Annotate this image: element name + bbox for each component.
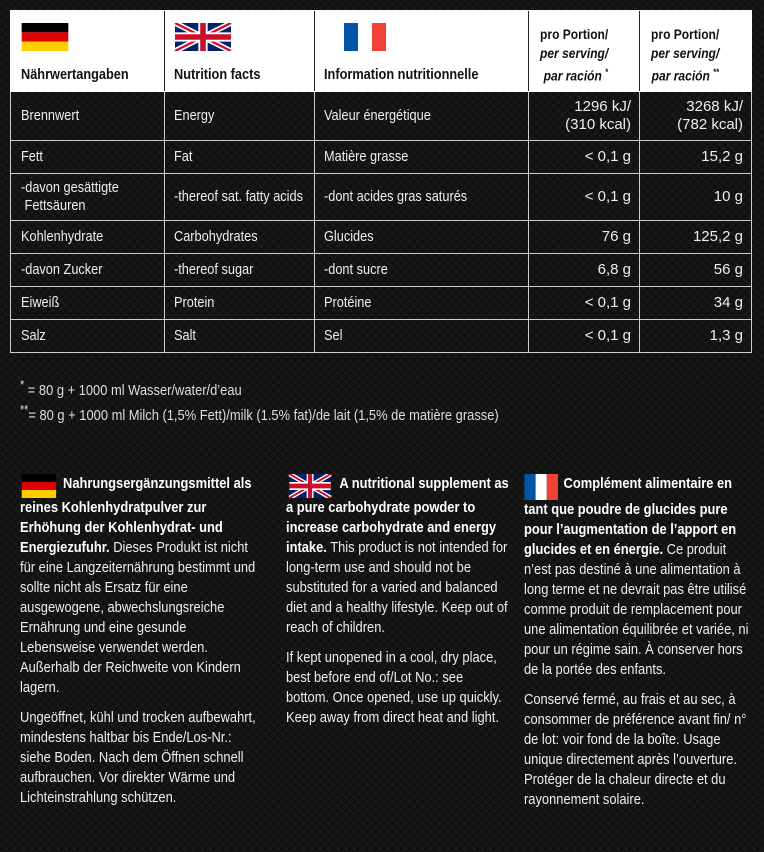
table-row [10, 221, 752, 254]
uk-flag-icon [174, 23, 232, 51]
row-fr: Protéine [324, 294, 372, 311]
serving-2-line-3: par ración [651, 67, 710, 84]
table-row [10, 174, 752, 221]
row-value-1: 6,8 g [597, 261, 631, 278]
description-en-body-2: If kept unopened in a cool, dry place, best before end of/Lot No.: see bottom. Once opened, use up quickly. Keep away from direct heat and light. [286, 649, 502, 726]
row-de: Eiweiß [21, 294, 60, 311]
row-fr: -dont acides gras saturés [324, 188, 468, 205]
german-flag-icon [21, 23, 69, 51]
row-value-2: 125,2 g [692, 228, 743, 245]
description-fr [524, 474, 764, 820]
description-fr-body-2: Conservé fermé, au frais et au sec, à consommer de préférence avant fin/ n° de lot: voir fond de la boîte. Usage unique directement après l’ouverture. Protéger de la chaleur directe et du rayonnement solaire. [524, 691, 747, 808]
description-en-heading: A nutritional supplement as a pure carbohydrate powder to increase carbohydrate and energy intake. [286, 475, 509, 556]
row-de: Salz [21, 327, 46, 344]
description-de [20, 474, 300, 818]
serving-1-mark: * [605, 67, 609, 77]
row-en: Fat [174, 148, 193, 165]
row-fr: Valeur énergétique [324, 107, 431, 124]
uk-flag-icon [286, 474, 334, 498]
description-de-body-2: Ungeöffnet, kühl und trocken aufbewahrt, mindestens haltbar bis Ende/Los-Nr.: siehe Boden. Nach dem Öffnen schnell aufbrauchen. Vor direkter Wärme und Lichteinstrahlung schützen. [20, 709, 256, 806]
row-de: -davon gesättigte Fettsäuren [21, 179, 119, 214]
row-en: Protein [174, 294, 215, 311]
table-row [10, 320, 752, 353]
serving-2-line-1: pro Portion/ [651, 26, 720, 42]
row-en: Energy [174, 107, 215, 124]
french-flag-icon [342, 23, 388, 51]
footnote-2: **= 80 g + 1000 ml Milch (1,5% Fett)/milk (1.5% fat)/de lait (1,5% de matière grasse) [20, 403, 499, 424]
row-en: -thereof sat. fatty acids [174, 188, 303, 205]
description-en-body-1: This product is not intended for long-term use and should not be substituted for a varied and balanced diet and a healthy lifestyle. Keep out of reach of children. [286, 539, 508, 636]
table-row [10, 254, 752, 287]
serving-1-line-2: per serving/ [540, 45, 609, 61]
row-en: Carbohydrates [174, 228, 258, 245]
table-row [10, 141, 752, 174]
row-value-1: 76 g [601, 228, 631, 245]
row-fr: Glucides [324, 228, 374, 245]
german-flag-icon [20, 474, 58, 498]
header-en [164, 11, 315, 91]
description-en [286, 474, 536, 738]
row-value-2: 3268 kJ/ (782 kcal) [677, 98, 743, 133]
serving-2-mark: ** [713, 67, 720, 77]
row-value-1: < 0,1 g [584, 188, 631, 205]
row-de: Kohlenhydrate [21, 228, 104, 245]
row-value-2: 56 g [713, 261, 743, 278]
header-fr [314, 11, 529, 91]
row-fr: Sel [324, 327, 343, 344]
row-fr: -dont sucre [324, 261, 388, 278]
french-flag-icon [524, 474, 558, 500]
row-value-1: < 0,1 g [584, 327, 631, 344]
description-de-heading: Nahrungsergänzungsmittel als reines Kohlenhydratpulver zur Erhöhung der Kohlenhydrat- und Energiezufuhr. [20, 475, 252, 556]
row-value-2: 34 g [713, 294, 743, 311]
header-serving-1 [528, 11, 640, 91]
row-de: Fett [21, 148, 43, 165]
row-value-1: < 0,1 g [584, 294, 631, 311]
row-value-1: 1296 kJ/ (310 kcal) [565, 98, 631, 133]
description-de-para-1 [20, 474, 261, 698]
row-en: -thereof sugar [174, 261, 254, 278]
description-de-body-1: Dieses Produkt ist nicht für eine Langzeiternährung bestimmt und sollte nicht als Ersatz für eine ausgewogene, abwechslungsreiche Ernährung und eine gesunde Lebensweise verwendet werden. Außerhalb der Reichweite von Kindern lagern. [20, 539, 256, 696]
description-en-para-1 [286, 474, 510, 638]
description-fr-para-1 [524, 474, 751, 680]
header-label-fr: Information nutritionnelle [324, 66, 479, 83]
row-value-2: 1,3 g [709, 327, 743, 344]
table-row [10, 287, 752, 320]
header-label-de: Nährwertangaben [21, 66, 129, 83]
row-de: Brennwert [21, 107, 80, 124]
row-de: -davon Zucker [21, 261, 103, 278]
header-serving-2 [639, 11, 753, 91]
table-header [10, 10, 752, 92]
nutrition-table [10, 10, 752, 353]
header-de [11, 11, 165, 91]
description-fr-heading: Complément alimentaire en tant que poudre de glucides pure pour l’augmentation de l’apport en glucides et en énergie. [524, 475, 737, 558]
header-label-en: Nutrition facts [174, 66, 261, 83]
serving-1-line-3: par ración [543, 67, 602, 84]
row-value-2: 10 g [713, 188, 743, 205]
row-fr: Matière grasse [324, 148, 409, 165]
footnote-1: * = 80 g + 1000 ml Wasser/water/d’eau [20, 378, 242, 399]
serving-1-line-1: pro Portion/ [540, 26, 609, 42]
row-value-1: < 0,1 g [584, 148, 631, 165]
row-en: Salt [174, 327, 196, 344]
row-value-2: 15,2 g [701, 148, 743, 165]
serving-2-line-2: per serving/ [651, 45, 720, 61]
description-fr-body-1: Ce produit n’est pas destiné à une alimentation à long terme et ne devrait pas être utilisé comme produit de remplacement pour une alimentation équilibrée et variée, ni pour un régime sain. À conserver hors de la portée des enfants. [524, 541, 749, 678]
table-row [10, 92, 752, 141]
